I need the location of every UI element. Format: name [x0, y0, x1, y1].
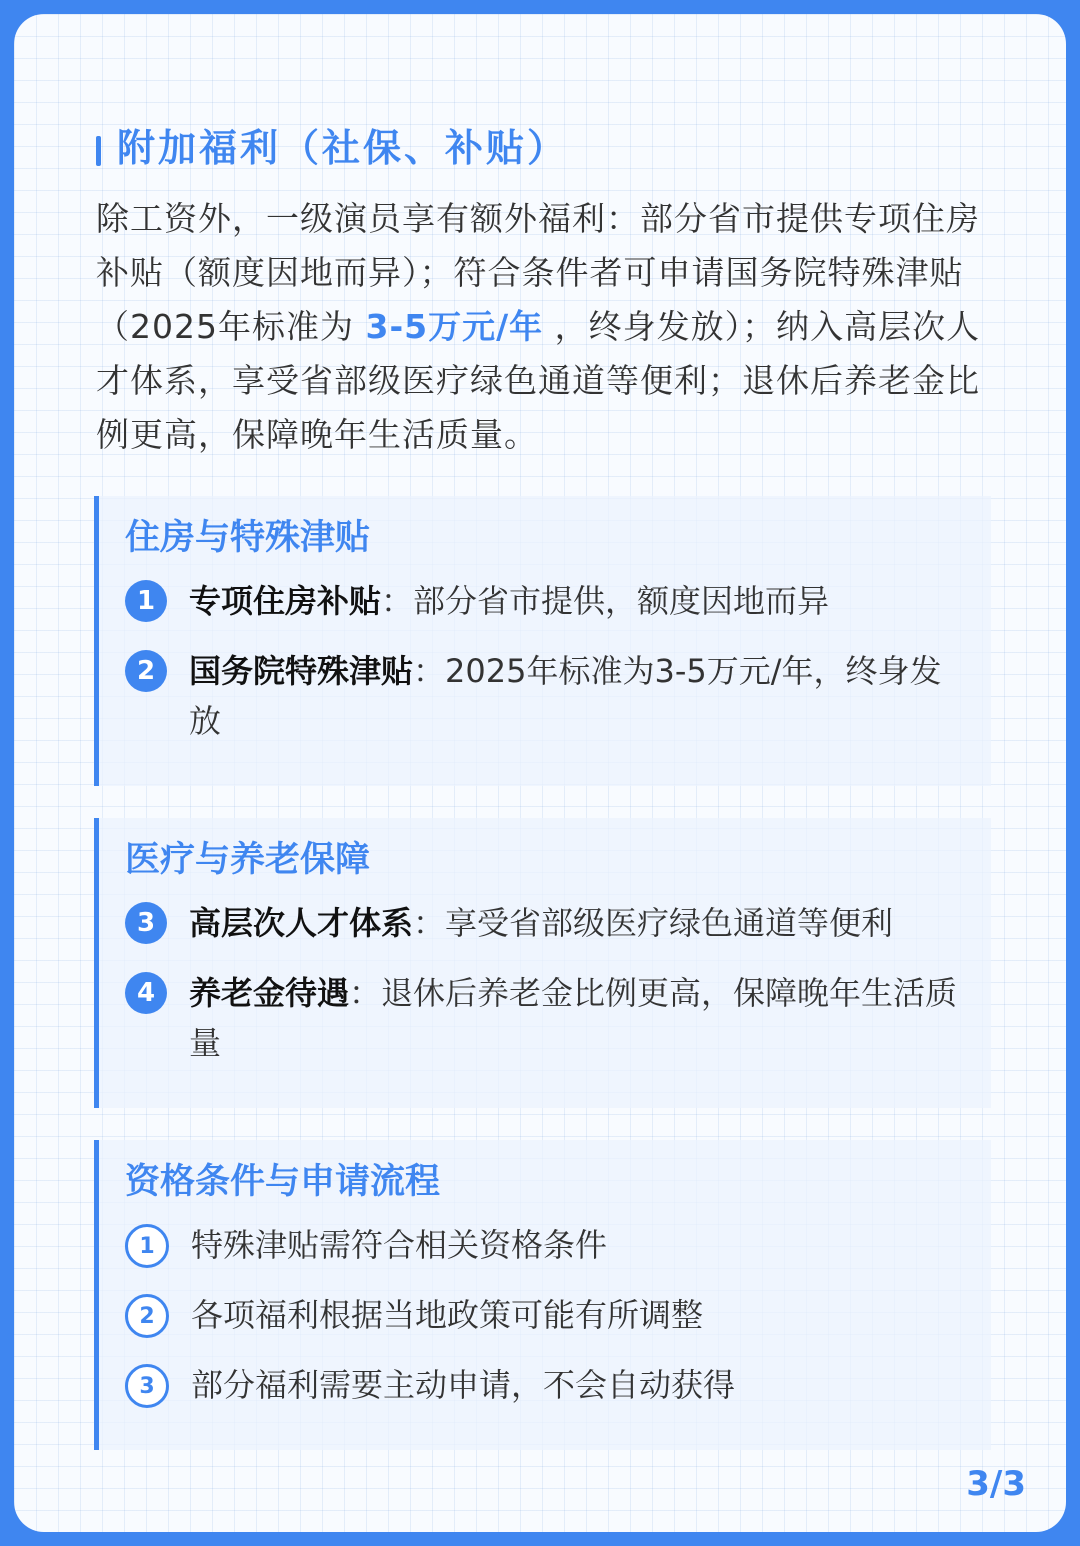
intro-paragraph	[96, 192, 996, 462]
section-title: 住房与特殊津贴	[125, 518, 371, 558]
item-text	[189, 968, 959, 1068]
item-description: 2025年标准为3-5万元/年，终身发放	[189, 652, 942, 740]
item-description: 部分省市提供，额度因地而异	[413, 582, 830, 620]
list-item	[125, 1220, 965, 1270]
list-item	[125, 646, 965, 746]
item-label: 专项住房补贴	[189, 582, 382, 620]
item-label: 高层次人才体系	[189, 904, 414, 942]
item-label: 养老金待遇	[189, 974, 350, 1012]
page-heading: 附加福利（社保、补贴）	[117, 125, 569, 170]
page-indicator: 3/3	[966, 1464, 1026, 1504]
item-description: 退休后养老金比例更高，保障晚年生活质量	[189, 974, 958, 1062]
heading-accent-bar	[96, 136, 101, 166]
item-text	[189, 576, 959, 626]
section-title: 医疗与养老保障	[125, 840, 371, 880]
item-description: 各项福利根据当地政策可能有所调整	[191, 1296, 704, 1334]
item-description: 享受省部级医疗绿色通道等便利	[445, 904, 894, 942]
heading-row	[96, 114, 568, 174]
item-description: 部分福利需要主动申请，不会自动获得	[191, 1366, 736, 1404]
number-badge: 4	[125, 972, 167, 1014]
item-description: 特殊津贴需符合相关资格条件	[191, 1226, 608, 1264]
list-item	[125, 576, 965, 626]
item-text	[189, 646, 959, 746]
intro-highlight: 3-5万元/年	[365, 307, 544, 346]
number-badge: 3	[125, 902, 167, 944]
number-badge: 2	[125, 650, 167, 692]
list-item	[125, 1360, 965, 1410]
item-text	[189, 898, 959, 948]
number-badge: 3	[125, 1364, 169, 1408]
item-label: 国务院特殊津贴	[189, 652, 414, 690]
number-badge: 2	[125, 1294, 169, 1338]
intro-text-after: ，终身发放）；纳入高层次人才体系，享受省部级医疗绿色通道等便利；退休后养老金比例更高，保障晚年生活质量。	[96, 307, 981, 454]
item-separator: ：	[413, 652, 446, 690]
content-card	[14, 14, 1066, 1532]
item-separator: ：	[349, 974, 382, 1012]
item-separator: ：	[381, 582, 414, 620]
number-badge: 1	[125, 580, 167, 622]
section-medical-pension	[94, 818, 991, 1108]
section-eligibility-process	[94, 1140, 991, 1450]
list-item	[125, 898, 965, 948]
number-badge: 1	[125, 1224, 169, 1268]
section-title: 资格条件与申请流程	[125, 1162, 441, 1202]
intro-text-before: 除工资外，一级演员享有额外福利：部分省市提供专项住房补贴（额度因地而异）；符合条件者可申请国务院特殊津贴（2025年标准为	[96, 199, 980, 346]
section-housing-allowance	[94, 496, 991, 786]
list-item	[125, 1290, 965, 1340]
item-separator: ：	[413, 904, 446, 942]
list-item	[125, 968, 965, 1068]
